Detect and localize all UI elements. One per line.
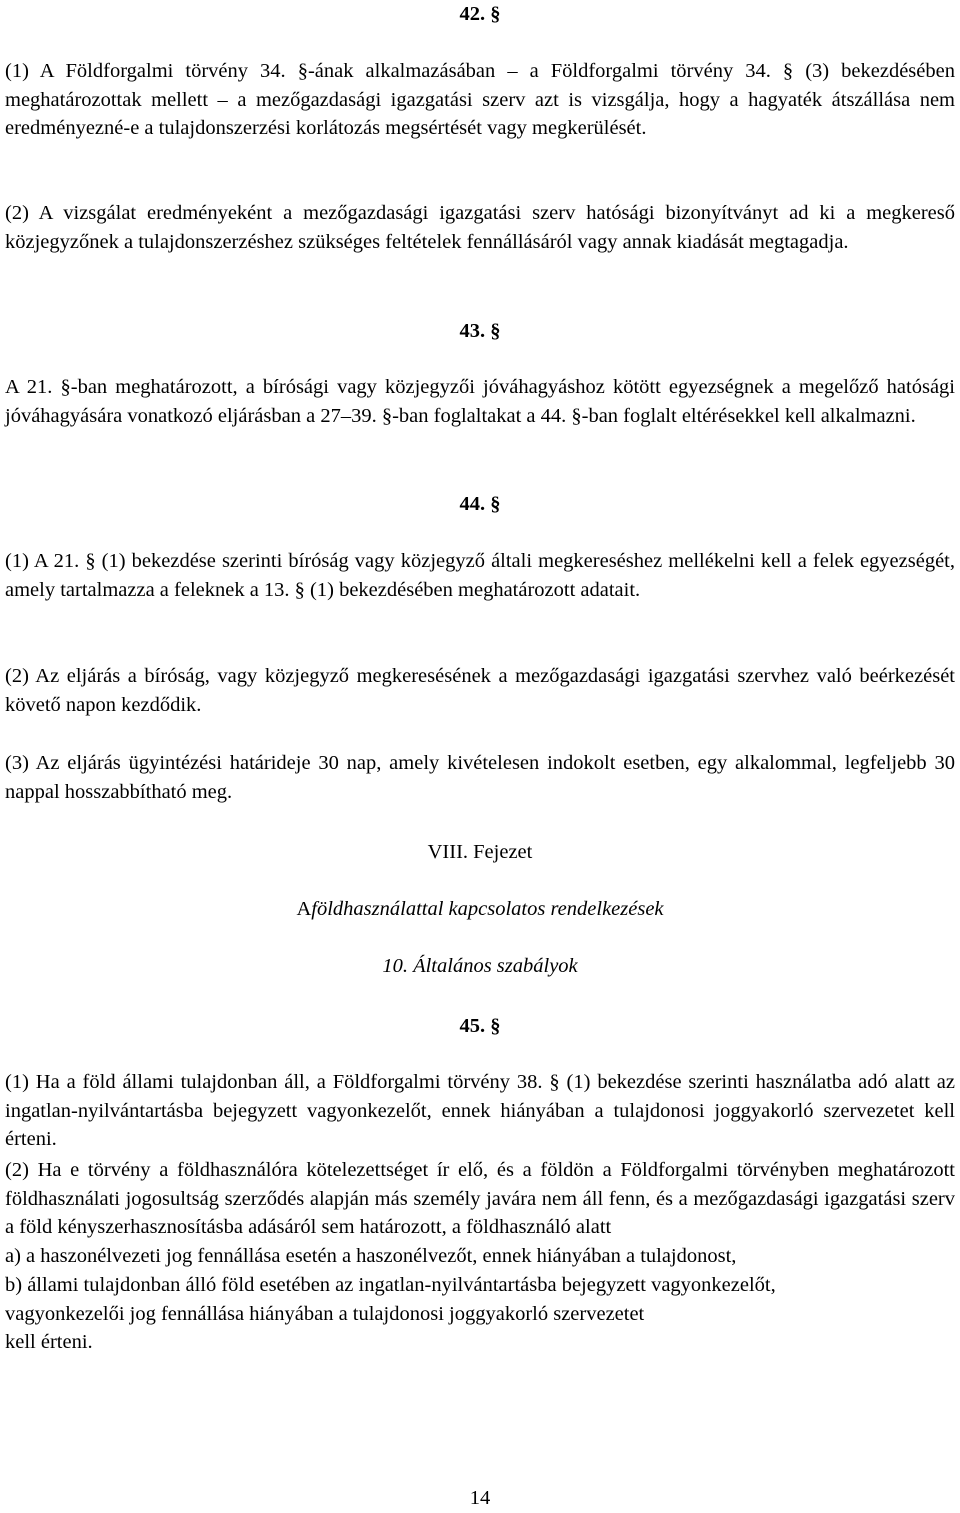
chapter-title: VIII. Fejezet <box>427 841 533 863</box>
chapter-subtitle <box>5 895 955 924</box>
section-45-paragraph-2-intro: (2) Ha e törvény a földhasználóra kötelezettséget ír elő, és a földön a Földforgalmi törvényben meghatározott földhasználati jogosultság szerződés alapján más személy javára nem áll fenn, és a mezőgazdasági igazgatási szerv a föld kényszerhasznosításba adásáról sem határozott, a földhasználó alatt <box>5 1159 955 1239</box>
section-heading-44: 44. § <box>459 493 501 515</box>
subchapter-title: 10. Általános szabályok <box>382 955 578 977</box>
section-45-point-b-line-2: vagyonkezelői jog fennállása hiányában a tulajdonosi joggyakorló szervezetet <box>5 1302 645 1325</box>
section-heading-45: 45. § <box>459 1015 501 1037</box>
section-44-paragraph-3: (3) Az eljárás ügyintézési határideje 30 nap, amely kivételesen indokolt esetben, egy alkalommal, legfeljebb 30 nappal hosszabbítható meg. <box>5 752 955 803</box>
section-45-paragraph-1: (1) Ha a föld állami tulajdonban áll, a Földforgalmi törvény 38. § (1) bekezdése szerinti használatba adó alatt az ingatlan-nyilvántartásba bejegyzett vagyonkezelőt, ennek hiányában a tulajdonosi joggyakorló szervezetet kell érteni. <box>5 1071 955 1151</box>
section-heading-43: 43. § <box>459 320 501 342</box>
section-45-paragraph-2 <box>5 1156 955 1357</box>
section-44-paragraph-1: (1) A 21. § (1) bekezdése szerinti bíróság vagy közjegyző általi megkereséshez mellékelni kell a felek egyezségét, amely tartalmazza a feleknek a 13. § (1) bekezdésében meghatározott adatait. <box>5 550 955 601</box>
section-45-point-a: a) a haszonélvezeti jog fennállása esetén a haszonélvezőt, ennek hiányában a tulajdonost, <box>5 1245 737 1268</box>
page-number: 14 <box>469 1487 491 1509</box>
section-heading-42: 42. § <box>459 3 501 25</box>
chapter-subtitle-rest: földhasználattal kapcsolatos rendelkezések <box>311 898 664 920</box>
section-45-point-b-line-1: b) állami tulajdonban álló föld esetében az ingatlan-nyilvántartásba bejegyzett vagyonkezelőt, <box>5 1273 776 1296</box>
section-42-paragraph-2: (2) A vizsgálat eredményeként a mezőgazdasági igazgatási szerv hatósági bizonyítványt ad ki a megkereső közjegyzőnek a tulajdonszerzéshez szükséges feltételek fennállásáról vagy annak kiadását megtagadja. <box>5 202 955 253</box>
section-42-paragraph-1: (1) A Földforgalmi törvény 34. §-ának alkalmazásában – a Földforgalmi törvény 34. § (3) bekezdésében meghatározottak mellett – a mezőgazdasági igazgatási szerv azt is vizsgálja, hogy a hagyaték átszállása nem eredményezné-e a tulajdonszerzési korlátozás megsértését vagy megkerülését. <box>5 60 955 140</box>
section-44-paragraph-2: (2) Az eljárás a bíróság, vagy közjegyző megkeresésének a mezőgazdasági igazgatási szervhez való beérkezését követő napon kezdődik. <box>5 665 955 716</box>
section-43-paragraph-1: A 21. §-ban meghatározott, a bírósági vagy közjegyzői jóváhagyáshoz kötött egyezségnek a megelőző hatósági jóváhagyására vonatkozó eljárásban a 27–39. §-ban foglaltakat a 44. §-ban foglalt eltérésekkel kell alkalmazni. <box>5 376 955 427</box>
section-45-paragraph-2-tail: kell érteni. <box>5 1331 93 1354</box>
chapter-subtitle-lead: A <box>296 898 312 920</box>
